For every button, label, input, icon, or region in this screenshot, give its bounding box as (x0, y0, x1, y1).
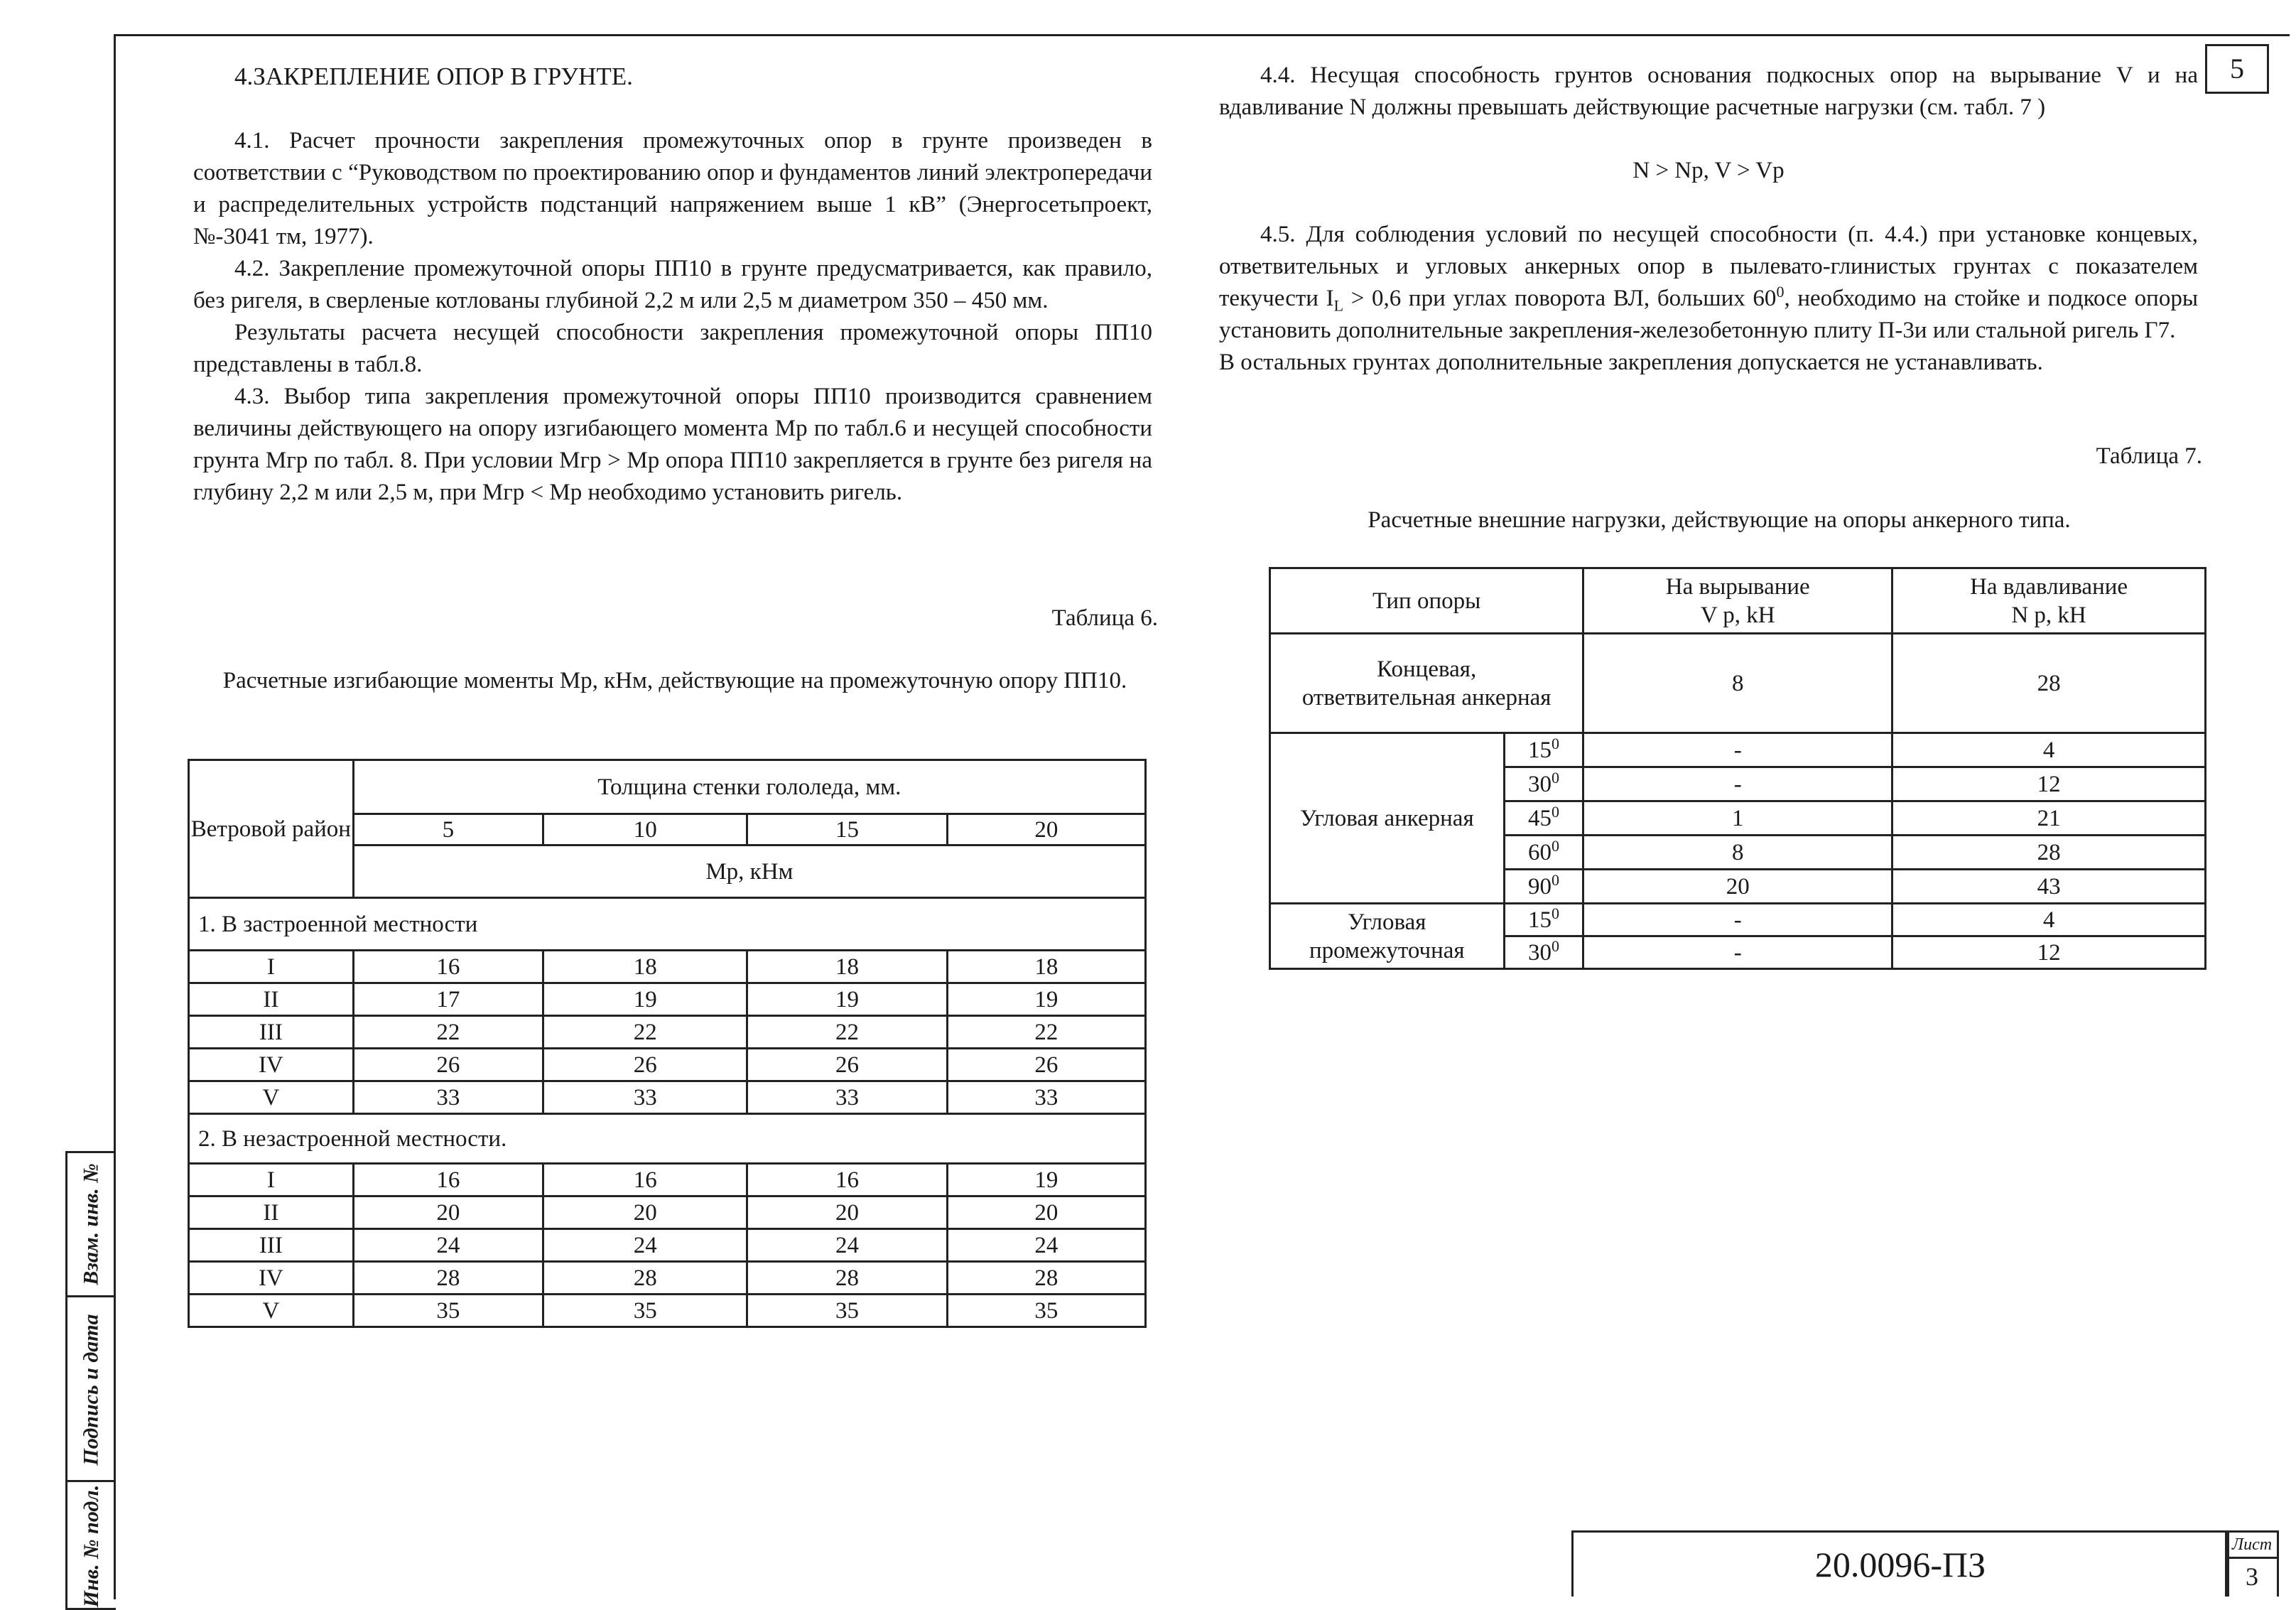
side-cell-signature-label: Подпись и дата (80, 1314, 103, 1466)
paragraph-4-2: 4.2. Закрепление промежуточной опоры ПП10 в грунте предусматривается, как правило, без ригеля, в сверленые котлованы глубиной 2,2 м или 2,5 м диаметром 350 – 450 мм. (193, 256, 1152, 313)
table6-row-region: II (189, 1196, 354, 1229)
sheet-list-label: Лист (2227, 1533, 2277, 1559)
p45-part-a: 4.5. Для соблюдения условий по несущей способности (п. 4.4.) при установке концевых, ответвительных и угловых анкерных опор в пылевато-глинистых грунтах с показателем текучести I (1219, 222, 2198, 311)
table6-cell: 16 (353, 951, 543, 983)
table7-deg: 30 (1527, 939, 1552, 966)
table6-header-region: Ветровой район (189, 760, 354, 898)
table7-angle-anchor: Угловая анкерная (1270, 733, 1505, 904)
table6-cell: 24 (353, 1229, 543, 1262)
table6-cell: 24 (747, 1229, 947, 1262)
table7 (1269, 567, 2206, 970)
table7-cell: 4 (1892, 733, 2206, 767)
table6-cell: 19 (747, 983, 947, 1016)
table7-angle-cell (1504, 801, 1583, 836)
table6-cell: 20 (747, 1196, 947, 1229)
table6-row-region: IV (189, 1049, 354, 1081)
table7-cell: 28 (1892, 836, 2206, 870)
table6-cell: 22 (543, 1016, 747, 1049)
table7-cell: 4 (1892, 904, 2206, 936)
table7-cell: - (1583, 904, 1892, 936)
degree-sign: 0 (1551, 802, 1559, 821)
side-cell-inventory-label: Инв. № подл. (80, 1484, 104, 1608)
table6-cell: 16 (353, 1164, 543, 1196)
table6 (188, 759, 1147, 1328)
table7-header-v (1583, 568, 1892, 634)
side-cell-inventory (67, 1480, 116, 1610)
paragraph-4-1: 4.1. Расчет прочности закрепления промежуточных опор в грунте произведен в соответствии с “Руководством по проектированию опор и фундаментов линий электропередачи и распределительных устройств подстанций напряжением выше 1 кВ” (Энергосетьпроект, №-3041 тм, 1977). (193, 128, 1152, 249)
table6-row-region: IV (189, 1262, 354, 1295)
side-cell-replacement-label: Взам. инв. № (80, 1163, 103, 1285)
table6-cell: 33 (947, 1081, 1145, 1114)
degree-sign: 0 (1551, 734, 1559, 752)
table6-cell: 35 (947, 1295, 1145, 1327)
degree-sign: 0 (1551, 836, 1559, 855)
table7-deg: 15 (1527, 907, 1552, 933)
sheet-list-box (2225, 1530, 2279, 1597)
table7-cell: 21 (1892, 801, 2206, 836)
table6-cell: 22 (747, 1016, 947, 1049)
table6-cell: 33 (543, 1081, 747, 1114)
table6-cell: 20 (947, 1196, 1145, 1229)
table7-angle-cell (1504, 904, 1583, 936)
table7-header-n-line1: На вдавливание (1970, 573, 2128, 600)
right-text-block (1219, 60, 2198, 124)
side-cell-signature (67, 1295, 116, 1482)
table7-deg: 60 (1527, 839, 1552, 865)
table7-header-n-line2: N р, kН (2011, 602, 2086, 628)
table6-ice-5: 5 (353, 814, 543, 845)
sheet-list-number: 3 (2246, 1562, 2258, 1591)
table6-cell: 19 (543, 983, 747, 1016)
table6-ice-10: 10 (543, 814, 747, 845)
table6-section-title: 1. В застроенной местности (189, 898, 1146, 951)
paragraph-4-3: 4.3. Выбор типа закрепления промежуточной опоры ПП10 производится сравнением величины действующего на опору изгибающего момента Мр по табл.6 и несущей способности грунта Мгр по табл. 8. При условии Мгр > Мр опора ПП10 закрепляется в грунте без ригеля на глубину 2,2 м или 2,5 м, при Мгр < Мр необходимо установить ригель. (193, 384, 1152, 505)
p45-part-b: > 0,6 при углах поворота ВЛ, больших 60 (1343, 286, 1777, 311)
table7-cell: 1 (1583, 801, 1892, 836)
table7-cell: - (1583, 936, 1892, 969)
table6-cell: 22 (947, 1016, 1145, 1049)
table6-row-region: III (189, 1229, 354, 1262)
p45-subscript: L (1333, 296, 1344, 315)
table6-cell: 28 (947, 1262, 1145, 1295)
table7-deg: 90 (1527, 873, 1552, 899)
formula: N > Np, V > Vp (1632, 158, 1785, 183)
table7-deg: 30 (1527, 771, 1552, 797)
table7-angle-intermediate: Угловая промежуточная (1270, 904, 1505, 969)
table6-cell: 19 (947, 1164, 1145, 1196)
table6-cell: 26 (353, 1049, 543, 1081)
table7-cell: - (1583, 767, 1892, 801)
table6-cell: 20 (543, 1196, 747, 1229)
table6-cell: 16 (747, 1164, 947, 1196)
table6-cell: 18 (543, 951, 747, 983)
table7-cell: 43 (1892, 870, 2206, 904)
table6-cell: 16 (543, 1164, 747, 1196)
paragraph-other-soils: В остальных грунтах дополнительные закрепления допускается не устанавливать. (1219, 350, 2043, 375)
table6-row-region: I (189, 1164, 354, 1196)
table6-cell: 33 (353, 1081, 543, 1114)
table6-cell: 33 (747, 1081, 947, 1114)
table7-label: Таблица 7. (2096, 443, 2202, 469)
table7-deg: 45 (1527, 805, 1552, 831)
table6-cell: 24 (543, 1229, 747, 1262)
table6-cell: 28 (747, 1262, 947, 1295)
table7-angle-cell (1504, 936, 1583, 969)
table6-cell: 18 (747, 951, 947, 983)
table6-ice-15: 15 (747, 814, 947, 845)
table7-angle-cell (1504, 836, 1583, 870)
table7-angle-cell (1504, 870, 1583, 904)
sheet-number: 5 (2205, 44, 2269, 94)
table6-ice-20: 20 (947, 814, 1145, 845)
side-stamp-strip (65, 1151, 116, 1610)
table7-cell: 28 (1892, 634, 2206, 733)
table7-caption: Расчетные внешние нагрузки, действующие на опоры анкерного типа. (1368, 507, 2071, 533)
table6-row-region: III (189, 1016, 354, 1049)
table6-label: Таблица 6. (1051, 605, 1158, 631)
table6-cell: 19 (947, 983, 1145, 1016)
table7-end-type: Концевая, ответвительная анкерная (1270, 634, 1583, 733)
document-code-stamp: 20.0096-ПЗ (1571, 1530, 2229, 1597)
table7-angle-cell (1504, 767, 1583, 801)
table6-cell: 17 (353, 983, 543, 1016)
degree-sign: 0 (1551, 936, 1559, 955)
side-cell-replacement (67, 1153, 116, 1295)
table6-caption: Расчетные изгибающие моменты Мр, кНм, действующие на промежуточную опору ПП10. (222, 668, 1127, 693)
table6-cell: 26 (947, 1049, 1145, 1081)
table7-header-v-line2: V р, kН (1700, 602, 1775, 628)
table6-row-region: V (189, 1295, 354, 1327)
paragraph-4-5-block (1219, 219, 2198, 379)
degree-sign: 0 (1551, 904, 1559, 922)
table6-cell: 20 (353, 1196, 543, 1229)
table7-cell: 20 (1583, 870, 1892, 904)
table6-cell: 22 (353, 1016, 543, 1049)
paragraph-4-5 (1219, 219, 2198, 347)
table7-cell: 12 (1892, 936, 2206, 969)
table6-cell: 35 (353, 1295, 543, 1327)
table7-cell: 8 (1583, 634, 1892, 733)
paragraph-4-4: 4.4. Несущая способность грунтов основания подкосных опор на вырывание V и на вдавливание N должны превышать действующие расчетные нагрузки (см. табл. 7 ) (1219, 63, 2198, 120)
table6-row-region: I (189, 951, 354, 983)
table7-cell: 12 (1892, 767, 2206, 801)
table7-cell: 8 (1583, 836, 1892, 870)
table6-cell: 24 (947, 1229, 1145, 1262)
p45-superscript: 0 (1776, 283, 1785, 301)
table6-unit: Мр, кНм (353, 845, 1145, 898)
p45-part-c: , необходимо на стойке и подкосе опоры установить дополнительные закрепления-железобетонную плиту П-3и или стальной ригель Г7. (1219, 286, 2198, 343)
table7-header-v-line1: На вырывание (1665, 573, 1810, 600)
table6-row-region: II (189, 983, 354, 1016)
left-text-block (193, 125, 1152, 509)
section-heading: 4.ЗАКРЕПЛЕНИЕ ОПОР В ГРУНТЕ. (234, 63, 633, 90)
degree-sign: 0 (1551, 768, 1559, 787)
table6-cell: 18 (947, 951, 1145, 983)
table7-deg: 15 (1527, 737, 1552, 763)
table7-header-type: Тип опоры (1270, 568, 1583, 634)
table6-section-title: 2. В незастроенной местности. (189, 1114, 1146, 1164)
degree-sign: 0 (1551, 870, 1559, 889)
table7-angle-cell (1504, 733, 1583, 767)
table6-row-region: V (189, 1081, 354, 1114)
table7-header-n (1892, 568, 2206, 634)
table7-cell: - (1583, 733, 1892, 767)
table6-cell: 26 (747, 1049, 947, 1081)
table6-cell: 28 (353, 1262, 543, 1295)
table6-cell: 35 (543, 1295, 747, 1327)
table6-cell: 35 (747, 1295, 947, 1327)
table6-cell: 26 (543, 1049, 747, 1081)
table6-header-ice: Толщина стенки гололеда, мм. (353, 760, 1145, 814)
paragraph-results: Результаты расчета несущей способности закрепления промежуточной опоры ПП10 представлены в табл.8. (193, 320, 1152, 377)
table6-cell: 28 (543, 1262, 747, 1295)
